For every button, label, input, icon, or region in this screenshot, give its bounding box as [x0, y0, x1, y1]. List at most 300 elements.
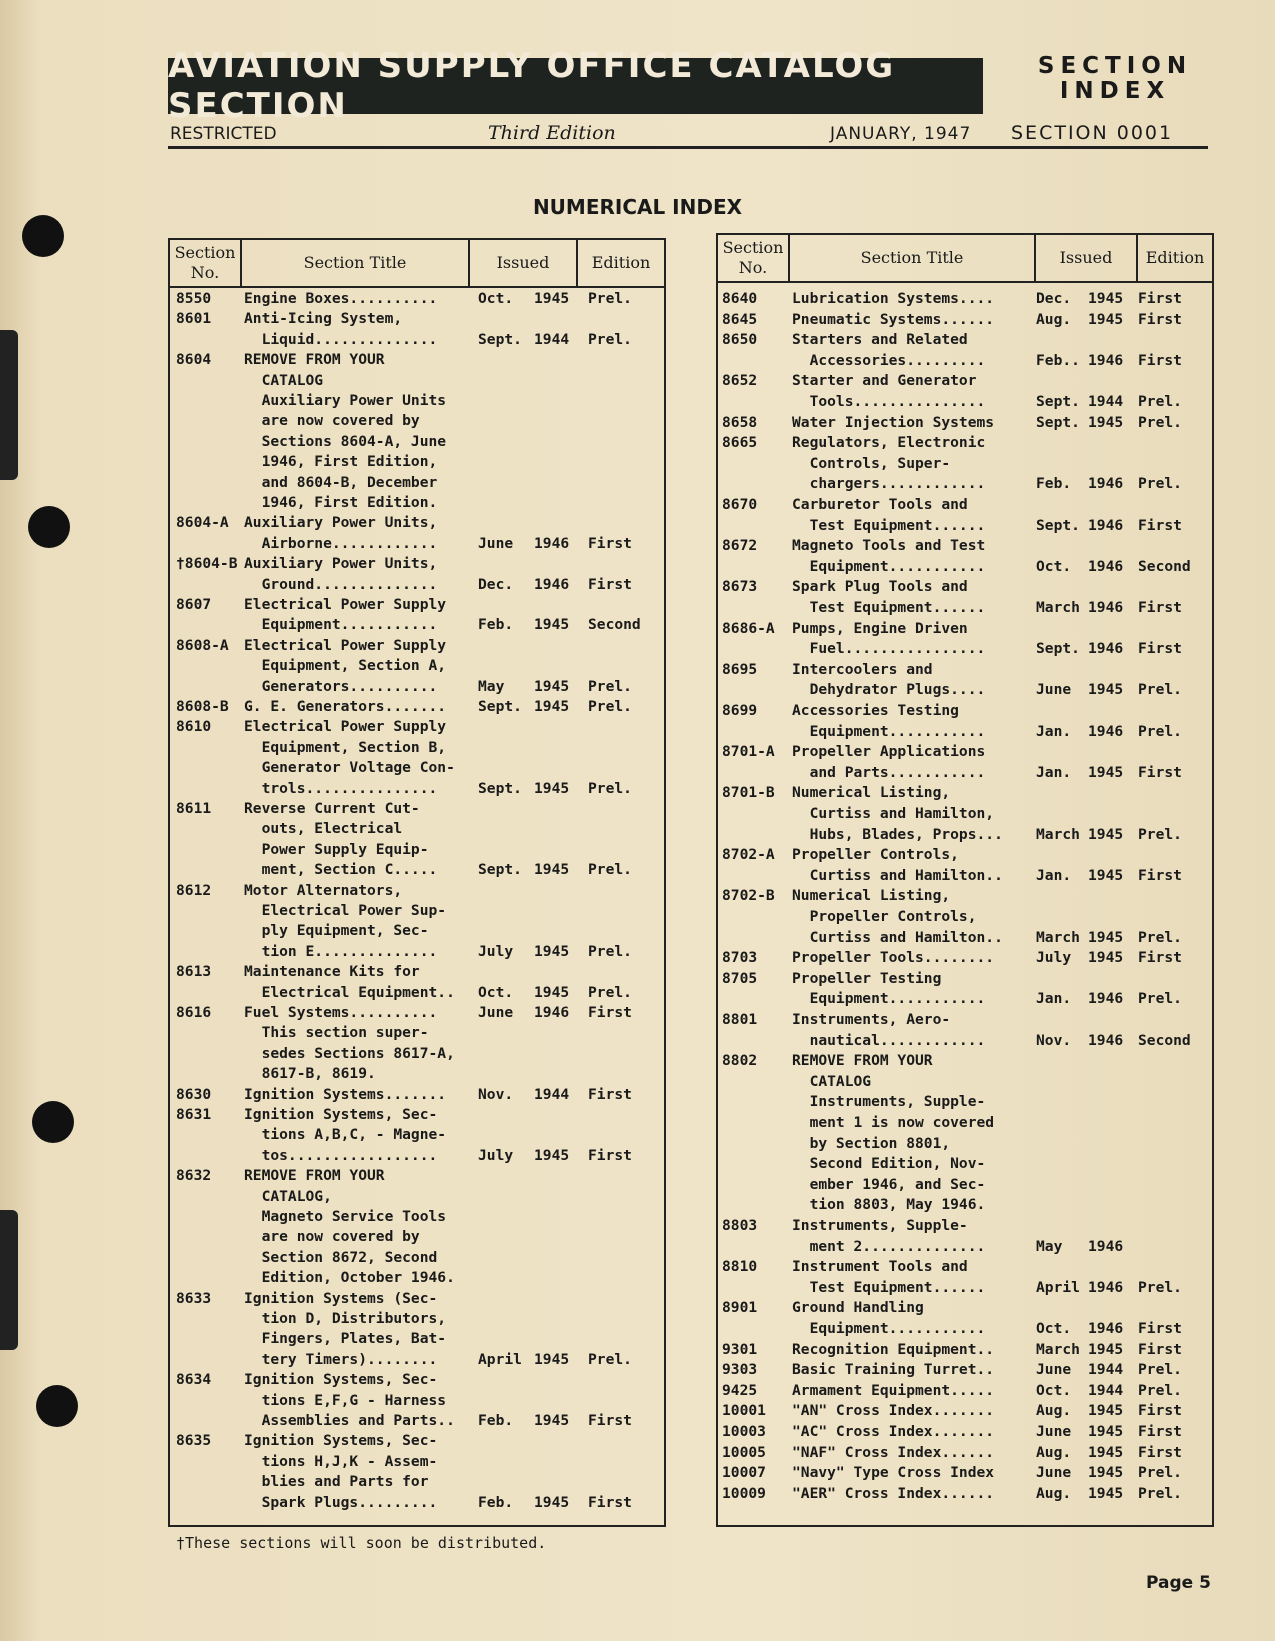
table-row — [170, 982, 664, 1003]
table-row — [718, 329, 1212, 350]
section-title: Test Equipment...... — [792, 599, 986, 616]
issued-month: Aug. — [1036, 1402, 1072, 1420]
table-row — [718, 1339, 1212, 1360]
section-title: Auxiliary Power Units, — [244, 555, 438, 573]
table-row — [170, 1022, 664, 1043]
table-row — [170, 533, 664, 554]
section-no: 8612 — [176, 881, 212, 899]
issued-year: 1946 — [1088, 640, 1124, 658]
section-title: Electrical Equipment.. — [244, 983, 455, 1001]
section-title: tos................. — [244, 1146, 438, 1164]
section-title: Armament Equipment..... — [792, 1381, 995, 1399]
table-row — [718, 1112, 1212, 1133]
section-title: Lubrication Systems.... — [792, 290, 995, 307]
issued-year: 1944 — [534, 330, 570, 348]
section-title: Equipment........... — [792, 990, 986, 1008]
section-title: trols............... — [244, 779, 438, 797]
issued-year: 1944 — [1088, 1361, 1124, 1379]
table-row — [718, 453, 1212, 474]
issued-year: 1946 — [1088, 722, 1124, 740]
footnote: †These sections will soon be distributed. — [176, 1534, 547, 1552]
column-divider — [1034, 235, 1036, 281]
table-row — [718, 1318, 1212, 1339]
issued-year: 1946 — [1088, 1320, 1124, 1337]
section-title: CATALOG, — [244, 1187, 332, 1205]
issued-month: July — [1036, 949, 1072, 967]
table-row — [170, 349, 664, 370]
section-no: 8802 — [722, 1052, 758, 1070]
table-row — [170, 1369, 664, 1390]
section-no: 8601 — [176, 310, 212, 328]
edition: Prel. — [588, 677, 632, 695]
table-row — [170, 1145, 664, 1166]
section-no: 9303 — [722, 1361, 758, 1379]
table-row — [170, 716, 664, 737]
table-row — [718, 1050, 1212, 1071]
issued-month: Aug. — [1036, 310, 1072, 328]
issued-month: Oct. — [478, 290, 514, 307]
section-title: Propeller Tools........ — [792, 949, 995, 967]
table-row — [718, 515, 1212, 536]
table-row — [718, 391, 1212, 412]
table-row — [170, 594, 664, 615]
edition: First — [1138, 640, 1182, 658]
section-no: 8613 — [176, 963, 212, 981]
section-title: Maintenance Kits for — [244, 963, 420, 981]
table-row — [170, 920, 664, 941]
section-title: Test Equipment...... — [792, 1278, 986, 1296]
section-title: Ignition Systems, Sec- — [244, 1371, 438, 1389]
table-row — [170, 655, 664, 676]
edition: Prel. — [1138, 475, 1182, 493]
issued-month: Aug. — [1036, 1443, 1072, 1461]
section-no: 8803 — [722, 1217, 758, 1234]
section-title: sedes Sections 8617-A, — [244, 1044, 455, 1062]
header-issued: Issued — [496, 253, 550, 272]
section-no: 8695 — [722, 660, 758, 678]
section-title: Power Supply Equip- — [244, 840, 429, 858]
edition: Second — [1138, 557, 1191, 575]
table-row — [718, 1277, 1212, 1298]
issued-year: 1945 — [1088, 1340, 1124, 1358]
table-row — [170, 390, 664, 411]
table-row — [718, 885, 1212, 906]
issued-month: Nov. — [478, 1085, 514, 1103]
section-title: blies and Parts for — [244, 1473, 429, 1491]
section-title: Motor Alternators, — [244, 881, 403, 899]
edition: First — [1138, 1340, 1182, 1358]
table-row — [718, 659, 1212, 680]
table-row — [170, 431, 664, 452]
table-row — [170, 370, 664, 391]
table-row — [718, 865, 1212, 886]
table-row — [718, 824, 1212, 845]
section-title: Accessories......... — [792, 351, 986, 369]
section-title: Propeller Testing — [792, 969, 942, 987]
table-row — [718, 927, 1212, 948]
table-row — [170, 308, 664, 329]
table-row — [170, 1124, 664, 1145]
section-title: "AER" Cross Index...... — [792, 1484, 995, 1502]
edition: Prel. — [1138, 1464, 1182, 1482]
issued-month: Nov. — [1036, 1031, 1072, 1049]
table-row — [170, 1471, 664, 1492]
catalog-banner: AVIATION SUPPLY OFFICE CATALOG SECTION — [168, 58, 983, 114]
table-row — [718, 1421, 1212, 1442]
section-title: Equipment........... — [792, 1320, 986, 1337]
section-no: 9425 — [722, 1381, 758, 1399]
table-row — [718, 535, 1212, 556]
section-no: 8616 — [176, 1004, 212, 1021]
issued-month: Sept. — [478, 861, 522, 879]
issued-month: Feb. — [1036, 475, 1072, 493]
table-row — [718, 1380, 1212, 1401]
section-title: tions E,F,G - Harness — [244, 1391, 447, 1409]
table-header — [170, 240, 664, 288]
edition: Prel. — [1138, 928, 1182, 946]
section-index-label: SECTION INDEX — [1037, 53, 1193, 104]
binder-hole — [36, 1385, 78, 1427]
issued-year: 1946 — [1088, 1031, 1124, 1049]
section-no: 8702-B — [722, 887, 775, 905]
section-title: Carburetor Tools and — [792, 496, 968, 513]
section-no: 8686-A — [722, 619, 775, 637]
issued-year: 1946 — [1088, 599, 1124, 616]
issued-year: 1945 — [1088, 763, 1124, 781]
issued-month: Jan. — [1036, 866, 1072, 884]
section-no: 8673 — [722, 578, 758, 596]
table-row — [170, 1288, 664, 1309]
issued-year: 1945 — [1088, 949, 1124, 967]
issued-year: 1945 — [534, 290, 570, 307]
issued-month: March — [1036, 825, 1080, 843]
table-row — [718, 1400, 1212, 1421]
section-no: 10007 — [722, 1464, 766, 1482]
section-no: 8701-B — [722, 784, 775, 802]
issued-year: 1946 — [1088, 351, 1124, 369]
section-no: 8699 — [722, 702, 758, 719]
issued-year: 1946 — [534, 1004, 570, 1021]
edition: Prel. — [1138, 1278, 1182, 1296]
issued-year: 1944 — [534, 1085, 570, 1103]
table-row — [718, 597, 1212, 618]
edition: First — [1138, 949, 1182, 967]
issued-month: Jan. — [1036, 763, 1072, 781]
issued-month: Feb. — [478, 1412, 514, 1429]
table-row — [170, 1084, 664, 1105]
issued-year: 1945 — [1088, 310, 1124, 328]
table-row — [170, 1492, 664, 1513]
issued-month: April — [1036, 1278, 1080, 1296]
section-title: ment, Section C..... — [244, 861, 438, 879]
issued-month: July — [478, 1146, 514, 1164]
issued-month: June — [1036, 681, 1072, 699]
section-title: Magneto Service Tools — [244, 1208, 447, 1225]
edition: First — [1138, 1443, 1182, 1461]
edition: First — [1138, 351, 1182, 369]
edition: First — [588, 575, 632, 593]
edition: First — [1138, 763, 1182, 781]
section-title: REMOVE FROM YOUR — [792, 1052, 933, 1070]
section-title: Instrument Tools and — [792, 1258, 968, 1276]
issued-month: Feb. — [478, 1493, 514, 1511]
table-row — [170, 737, 664, 758]
section-title: Sections 8604-A, June — [244, 432, 447, 450]
edition: First — [588, 534, 632, 552]
edition: Prel. — [1138, 1381, 1182, 1399]
table-row — [170, 778, 664, 799]
edition: Prel. — [1138, 1484, 1182, 1502]
edition: Prel. — [588, 861, 632, 879]
edition: Prel. — [588, 290, 632, 307]
section-title: tery Timers)........ — [244, 1350, 438, 1368]
header-section-no: Section No. — [722, 238, 784, 277]
issued-month: Sept. — [1036, 640, 1080, 658]
section-no: 8608-A — [176, 636, 229, 654]
edition: First — [1138, 1320, 1182, 1337]
issued-year: 1945 — [534, 1412, 570, 1429]
table-row — [170, 900, 664, 921]
section-no: 8665 — [722, 434, 758, 452]
issued-month: Oct. — [1036, 1320, 1072, 1337]
issued-month: Sept. — [1036, 413, 1080, 431]
issued-month: Feb. — [478, 616, 514, 634]
issued-year: 1945 — [1088, 1443, 1124, 1461]
table-row — [718, 721, 1212, 742]
section-title: Recognition Equipment.. — [792, 1340, 995, 1358]
page-number: Page 5 — [1146, 1573, 1211, 1593]
section-title: Controls, Super- — [792, 454, 951, 472]
issued-month: Sept. — [478, 698, 522, 715]
section-no: 8604-A — [176, 514, 229, 532]
table-row — [718, 1030, 1212, 1051]
edition: First — [1138, 1402, 1182, 1420]
issued-month: Dec. — [1036, 290, 1072, 307]
table-row — [718, 782, 1212, 803]
header-line — [168, 118, 1208, 148]
section-title: Anti-Icing System, — [244, 310, 403, 328]
issued-year: 1945 — [534, 1350, 570, 1368]
issued-month: Sept. — [478, 330, 522, 348]
section-title: Generator Voltage Con- — [244, 759, 455, 777]
table-row — [170, 1206, 664, 1227]
table-row — [170, 696, 664, 717]
issued-year: 1945 — [1088, 825, 1124, 843]
section-title: Hubs, Blades, Props... — [792, 825, 1003, 843]
section-title: Fingers, Plates, Bat- — [244, 1330, 447, 1348]
table-row — [718, 618, 1212, 639]
section-title: Curtiss and Hamilton.. — [792, 866, 1003, 884]
section-no: †8604-B — [176, 555, 238, 573]
table-row — [718, 556, 1212, 577]
table-row — [718, 741, 1212, 762]
issued-year: 1945 — [1088, 1402, 1124, 1420]
issued-year: 1946 — [1088, 516, 1124, 534]
section-title: Magneto Tools and Test — [792, 537, 986, 555]
section-no: 8635 — [176, 1432, 212, 1450]
table-row — [170, 1043, 664, 1064]
table-row — [718, 1215, 1212, 1236]
issued-year: 1946 — [1088, 990, 1124, 1008]
table-row — [718, 762, 1212, 783]
issued-year: 1945 — [534, 677, 570, 695]
section-title: outs, Electrical — [244, 820, 403, 838]
table-row — [718, 1174, 1212, 1195]
section-number: SECTION 0001 — [1011, 122, 1174, 144]
table-row — [718, 1133, 1212, 1154]
section-title: tions H,J,K - Assem- — [244, 1452, 438, 1470]
section-title: CATALOG — [792, 1072, 872, 1090]
section-title: ember 1946, and Sec- — [792, 1175, 986, 1193]
table-row — [170, 1349, 664, 1370]
edition: First — [588, 1004, 632, 1021]
index-table-left — [168, 238, 666, 1527]
edition: First — [1138, 599, 1182, 616]
section-no: 8640 — [722, 290, 758, 307]
issued-month: Dec. — [478, 575, 514, 593]
section-title: Curtiss and Hamilton, — [792, 805, 995, 822]
header-section-title: Section Title — [860, 248, 964, 267]
section-no: 8658 — [722, 413, 758, 431]
issued-month: June — [1036, 1464, 1072, 1482]
table-row — [718, 1483, 1212, 1504]
issued-year: 1945 — [1088, 413, 1124, 431]
edition-label: Third Edition — [488, 122, 616, 144]
table-row — [718, 576, 1212, 597]
edition: Prel. — [588, 983, 632, 1001]
issued-year: 1945 — [1088, 866, 1124, 884]
issued-year: 1946 — [1088, 557, 1124, 575]
section-title: "Navy" Type Cross Index — [792, 1464, 995, 1482]
edition: First — [1138, 290, 1182, 307]
table-row — [170, 410, 664, 431]
section-title: Fuel................ — [792, 640, 986, 658]
table-row — [718, 288, 1212, 309]
section-title: REMOVE FROM YOUR — [244, 1167, 385, 1185]
section-title: ment 2.............. — [792, 1237, 986, 1255]
section-no: 8672 — [722, 537, 758, 555]
table-row — [718, 473, 1212, 494]
section-title: "AC" Cross Index....... — [792, 1423, 995, 1440]
table-row — [170, 553, 664, 574]
issued-year: 1945 — [1088, 681, 1124, 699]
section-no: 8631 — [176, 1106, 212, 1123]
table-row — [718, 968, 1212, 989]
section-title: Propeller Controls, — [792, 908, 977, 925]
section-no: 8801 — [722, 1011, 758, 1028]
issued-year: 1946 — [1088, 1237, 1124, 1255]
edition: Prel. — [1138, 681, 1182, 699]
header-issued: Issued — [1059, 248, 1113, 267]
section-title: Electrical Power Supply — [244, 596, 447, 613]
section-title: tion 8803, May 1946. — [792, 1196, 986, 1214]
section-title: are now covered by — [244, 1228, 420, 1246]
table-row — [170, 1410, 664, 1431]
section-title: Spark Plugs......... — [244, 1493, 438, 1511]
table-row — [718, 1462, 1212, 1483]
issued-month: Oct. — [1036, 1381, 1072, 1399]
section-title: Pumps, Engine Driven — [792, 619, 968, 637]
header-edition: Edition — [591, 253, 651, 272]
section-title: Water Injection Systems — [792, 413, 995, 431]
section-title: Reverse Current Cut- — [244, 800, 420, 817]
table-row — [170, 1267, 664, 1288]
issued-year: 1944 — [1088, 393, 1124, 410]
table-row — [170, 512, 664, 533]
section-no: 8634 — [176, 1371, 212, 1389]
table-row — [170, 859, 664, 880]
section-title: Regulators, Electronic — [792, 434, 986, 452]
section-no: 8652 — [722, 372, 758, 390]
table-row — [718, 1009, 1212, 1030]
table-row — [170, 961, 664, 982]
table-row — [718, 700, 1212, 721]
section-title: ment 1 is now covered — [792, 1114, 995, 1131]
edition: Prel. — [588, 779, 632, 797]
section-title: Dehydrator Plugs.... — [792, 681, 986, 699]
section-title: Fuel Systems.......... — [244, 1004, 438, 1021]
edition: Prel. — [588, 942, 632, 960]
section-title: Numerical Listing, — [792, 784, 951, 802]
binder-hole — [22, 215, 64, 257]
section-title: Tools............... — [792, 393, 986, 410]
edition: First — [1138, 310, 1182, 328]
section-title: Equipment........... — [792, 722, 986, 740]
issued-year: 1944 — [1088, 1381, 1124, 1399]
section-title: are now covered by — [244, 412, 420, 430]
page-title: NUMERICAL INDEX — [532, 195, 743, 219]
header-section-no: Section No. — [174, 243, 236, 282]
section-title: Pneumatic Systems...... — [792, 310, 995, 328]
issued-month: April — [478, 1350, 522, 1368]
issued-year: 1946 — [534, 575, 570, 593]
issued-month: March — [1036, 928, 1080, 946]
table-row — [170, 329, 664, 350]
issued-month: Jan. — [1036, 722, 1072, 740]
table-row — [718, 679, 1212, 700]
section-title: chargers............ — [792, 475, 986, 493]
section-no: 8607 — [176, 596, 212, 613]
issued-year: 1945 — [534, 698, 570, 715]
section-title: Intercoolers and — [792, 660, 933, 678]
table-row — [718, 1091, 1212, 1112]
edition: Prel. — [1138, 990, 1182, 1008]
table-row — [718, 803, 1212, 824]
issued-month: Sept. — [478, 779, 522, 797]
column-divider — [1136, 235, 1138, 281]
table-row — [170, 1247, 664, 1268]
table-row — [170, 839, 664, 860]
issued-year: 1946 — [1088, 475, 1124, 493]
table-row — [718, 1442, 1212, 1463]
section-title: Basic Training Turret.. — [792, 1361, 995, 1379]
table-row — [718, 638, 1212, 659]
edition: First — [588, 1146, 632, 1164]
issued-month: Oct. — [1036, 557, 1072, 575]
section-title: Curtiss and Hamilton.. — [792, 928, 1003, 946]
binder-hole — [32, 1101, 74, 1143]
table-row — [170, 1104, 664, 1125]
table-row — [170, 635, 664, 656]
section-title: Starter and Generator — [792, 372, 977, 390]
section-title: Propeller Controls, — [792, 846, 959, 864]
issued-month: May — [478, 677, 505, 695]
section-title: Liquid.............. — [244, 330, 438, 348]
binder-hole — [28, 506, 70, 548]
column-divider — [576, 240, 578, 286]
issued-year: 1945 — [534, 779, 570, 797]
section-title: 1946, First Edition, — [244, 453, 438, 471]
